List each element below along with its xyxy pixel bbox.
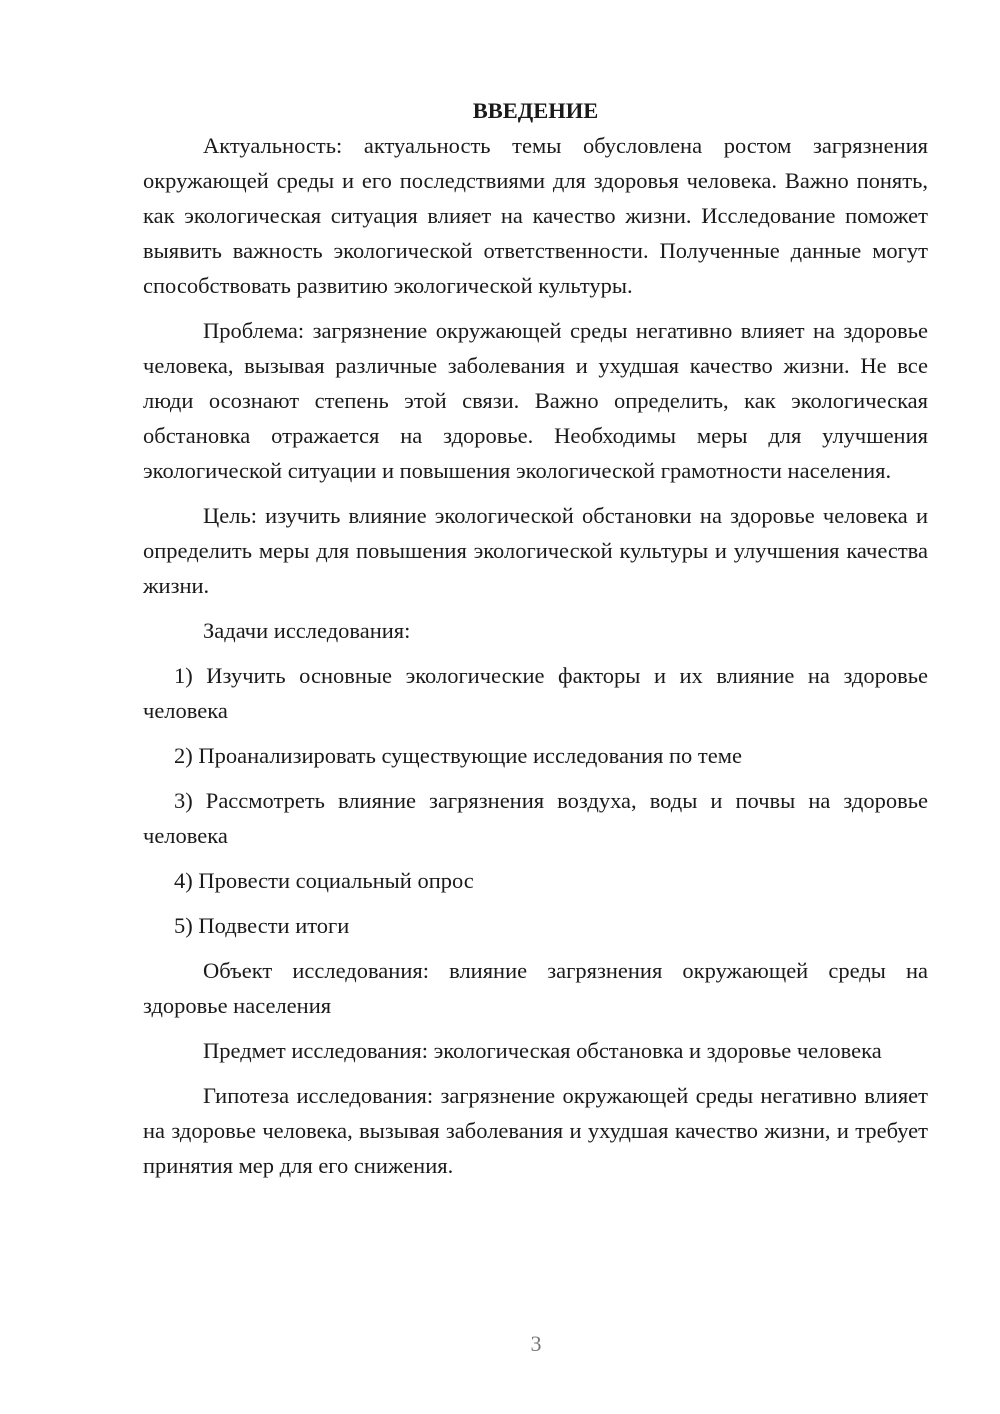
task-item-1: 1) Изучить основные экологические факторы и их влияние на здоровье человека <box>143 663 928 723</box>
page-number: 3 <box>530 1331 542 1356</box>
problem-paragraph: Проблема: загрязнение окружающей среды негативно влияет на здоровье человека, вызывая различные заболевания и ухудшая качество жизни. Не все люди осознают степень этой связи. Важно определить, как экологическая обстановка отражается на здоровье. Необходимы меры для улучшения экологической ситуации и повышения экологической грамотности населения. <box>143 318 928 483</box>
task-item-2: 2) Проанализировать существующие исследования по теме <box>174 743 742 768</box>
subject-paragraph: Предмет исследования: экологическая обстановка и здоровье человека <box>203 1038 882 1063</box>
task-item-3: 3) Рассмотреть влияние загрязнения воздуха, воды и почвы на здоровье человека <box>143 788 928 848</box>
relevance-paragraph: Актуальность: актуальность темы обусловлена ростом загрязнения окружающей среды и его последствиями для здоровья человека. Важно понять, как экологическая ситуация влияет на качество жизни. Исследование поможет выявить важность экологической ответственности. Полученные данные могут способствовать развитию экологической культуры. <box>143 133 928 298</box>
page-content <box>143 93 928 1183</box>
object-paragraph: Объект исследования: влияние загрязнения окружающей среды на здоровье населения <box>143 958 928 1018</box>
tasks-title: Задачи исследования: <box>203 618 411 643</box>
section-heading: ВВЕДЕНИЕ <box>472 98 599 123</box>
task-item-4: 4) Провести социальный опрос <box>174 868 474 893</box>
hypothesis-paragraph: Гипотеза исследования: загрязнение окружающей среды негативно влияет на здоровье человека, вызывая заболевания и ухудшая качество жизни, и требует принятия мер для его снижения. <box>143 1083 928 1178</box>
task-item-5: 5) Подвести итоги <box>174 913 350 938</box>
goal-paragraph: Цель: изучить влияние экологической обстановки на здоровье человека и определить меры для повышения экологической культуры и улучшения качества жизни. <box>143 503 928 598</box>
